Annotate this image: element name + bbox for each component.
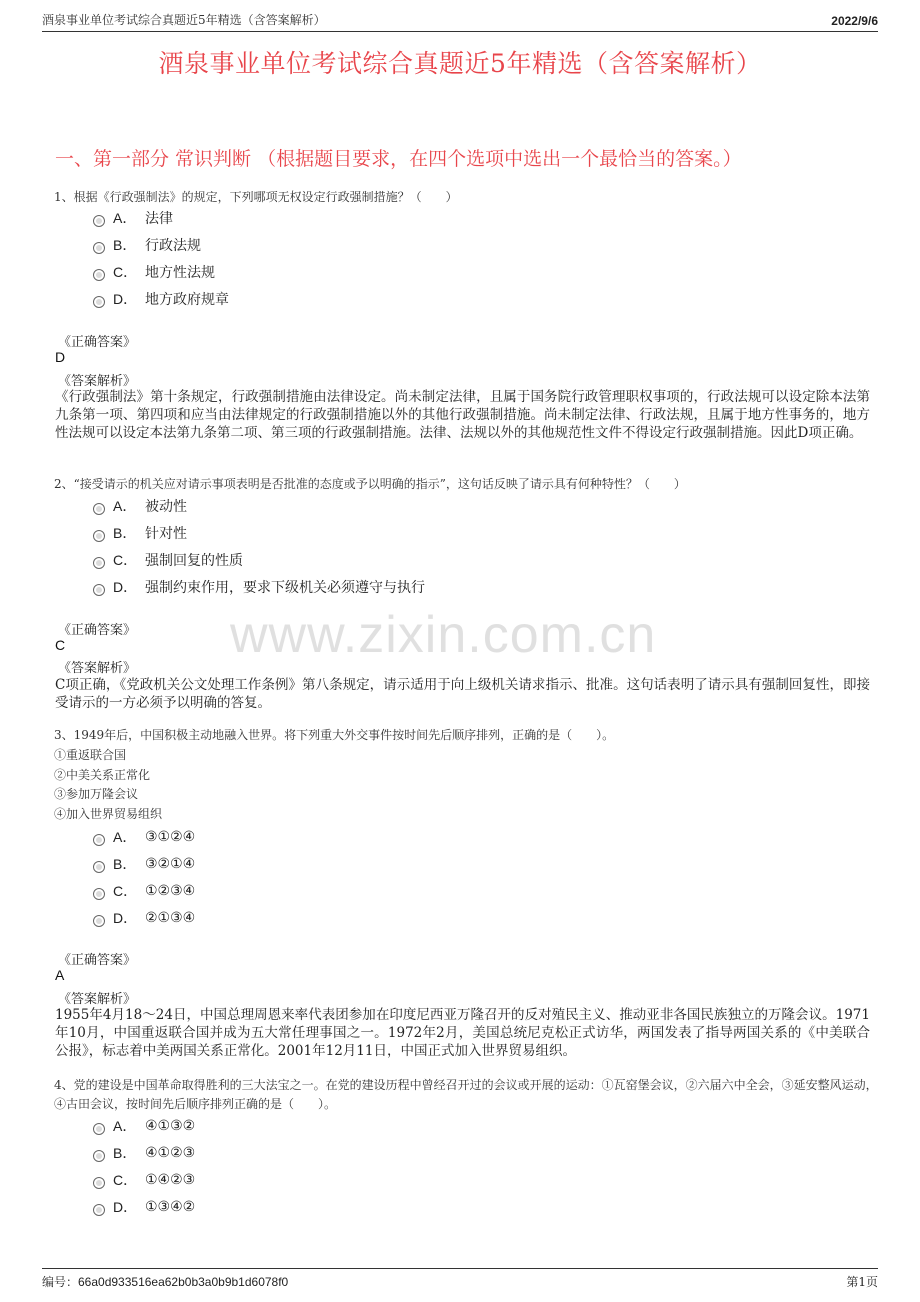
option-text: ③②①④ [145,855,196,872]
radio-icon[interactable] [93,530,105,542]
answer-label: 《正确答案》 [58,623,137,638]
header-title: 酒泉事业单位考试综合真题近5年精选（含答案解析） [42,13,326,27]
radio-icon[interactable] [93,1204,105,1216]
explanation-label: 《答案解析》 [58,992,137,1007]
option-letter: A． [113,497,137,514]
question-2-stem: 2、“接受请示的机关应对请示事项表明是否批准的态度或予以明确的指示”，这句话反映了请示具有何种特性？（ ） [54,477,686,491]
radio-icon[interactable] [93,1123,105,1135]
page-number: 第1页 [846,1275,878,1289]
option-a[interactable] [93,492,425,519]
option-letter: D． [113,290,138,307]
page-header [42,12,878,32]
option-text: ④①③② [145,1117,196,1134]
option-letter: A． [113,1117,137,1134]
question-1-options [93,204,229,312]
radio-icon[interactable] [93,915,105,927]
question-3-options [93,823,195,931]
option-text: 强制约束作用，要求下级机关必须遵守与执行 [145,579,425,596]
page-footer [42,1268,878,1290]
option-c[interactable] [93,1166,195,1193]
option-a[interactable] [93,204,229,231]
answer-label: 《正确答案》 [58,335,137,350]
option-text: 被动性 [145,498,187,515]
option-b[interactable] [93,519,425,546]
condition-item: ②中美关系正常化 [54,767,151,782]
option-text: ②①③④ [145,909,196,926]
question-4-stem: 4、党的建设是中国革命取得胜利的三大法宝之一。在党的建设历程中曾经召开过的会议或开展的运动：①瓦窑堡会议，②六届六中全会，③延安整风运动，④古田会议，按时间先后顺序排列正确的是（ ）。 [54,1078,878,1111]
option-d[interactable] [93,573,425,600]
radio-icon[interactable] [93,296,105,308]
option-text: ①④②③ [145,1171,196,1188]
option-b[interactable] [93,231,229,258]
option-c[interactable] [93,258,229,285]
radio-icon[interactable] [93,503,105,515]
document-code: 编号：66a0d933516ea62b0b3a0b9b1d6078f0 [42,1275,289,1289]
question-4-options [93,1112,195,1220]
option-letter: C． [113,1171,138,1188]
radio-icon[interactable] [93,557,105,569]
radio-icon[interactable] [93,242,105,254]
question-2-options [93,492,425,600]
option-d[interactable] [93,904,195,931]
radio-icon[interactable] [93,888,105,900]
explanation-text: 《行政强制法》第十条规定，行政强制措施由法律设定。尚未制定法律，且属于国务院行政管理职权事项的，行政法规可以设定除本法第九条第一项、第四项和应当由法律规定的行政强制措施以外的其他行政强制措施。尚未制定法律、行政法规，且属于地方性事务的，地方性法规可以设定本法第九条第二项、第三项的行政强制措施。法律、法规以外的其他规范性文件不得设定行政强制措施。因此D项正确。 [55,389,870,441]
option-text: 强制回复的性质 [145,552,243,569]
option-b[interactable] [93,850,195,877]
option-c[interactable] [93,877,195,904]
option-letter: B． [113,1144,137,1161]
answer-value: D [55,349,66,365]
option-letter: B． [113,855,137,872]
question-3-stem: 3、1949年后，中国积极主动地融入世界。将下列重大外交事件按时间先后顺序排列，正确的是（ ）。 [54,728,615,742]
option-text: ①③④② [145,1198,196,1215]
option-letter: C． [113,551,138,568]
option-text: ③①②④ [145,828,196,845]
option-text: 地方政府规章 [145,291,229,308]
option-text: ①②③④ [145,882,196,899]
radio-icon[interactable] [93,861,105,873]
option-letter: A． [113,828,137,845]
radio-icon[interactable] [93,269,105,281]
option-letter: D． [113,909,138,926]
section-title: 一、第一部分 常识判断 （根据题目要求，在四个选项中选出一个最恰当的答案。） [55,148,742,170]
option-letter: C． [113,882,138,899]
radio-icon[interactable] [93,584,105,596]
option-letter: C． [113,263,138,280]
option-a[interactable] [93,1112,195,1139]
answer-value: A [55,967,65,983]
option-letter: A． [113,209,137,226]
condition-item: ①重返联合国 [54,748,127,762]
option-a[interactable] [93,823,195,850]
option-text: 针对性 [145,525,187,542]
option-text: 行政法规 [145,237,201,254]
answer-label: 《正确答案》 [58,953,137,968]
option-letter: B． [113,524,137,541]
radio-icon[interactable] [93,215,105,227]
option-text: 法律 [145,210,173,227]
option-text: ④①②③ [145,1144,196,1161]
explanation-label: 《答案解析》 [58,661,137,676]
explanation-text: 1955年4月18～24日，中国总理周恩来率代表团参加在印度尼西亚万隆召开的反对殖民主义、推动亚非各国民族独立的万隆会议。1971年10月，中国重返联合国并成为五大常任理事国之一。1972年2月，美国总统尼克松正式访华，两国发表了指导两国关系的《中美联合公报》，标志着中美两国关系正常化。2001年12月11日，中国正式加入世界贸易组织。 [55,1007,870,1059]
condition-item: ④加入世界贸易组织 [54,806,163,821]
watermark: www.zixin.com.cn [230,606,657,664]
explanation-label: 《答案解析》 [58,374,137,389]
option-b[interactable] [93,1139,195,1166]
option-letter: B． [113,236,137,253]
radio-icon[interactable] [93,834,105,846]
condition-item: ③参加万隆会议 [54,787,139,802]
question-3-conditions [54,746,162,824]
document-title: 酒泉事业单位考试综合真题近5年精选（含答案解析） [158,49,762,78]
question-1-stem: 1、根据《行政强制法》的规定，下列哪项无权设定行政强制措施？（ ） [54,190,458,204]
explanation-text: C项正确，《党政机关公文处理工作条例》第八条规定，请示适用于向上级机关请求指示、批准。这句话表明了请示具有强制回复性，即接受请示的一方必须予以明确的答复。 [55,677,870,711]
option-letter: D． [113,1198,138,1215]
radio-icon[interactable] [93,1150,105,1162]
option-c[interactable] [93,546,425,573]
option-letter: D． [113,578,138,595]
option-text: 地方性法规 [145,264,215,281]
option-d[interactable] [93,285,229,312]
header-date: 2022/9/6 [831,14,878,28]
answer-value: C [55,637,66,653]
option-d[interactable] [93,1193,195,1220]
radio-icon[interactable] [93,1177,105,1189]
